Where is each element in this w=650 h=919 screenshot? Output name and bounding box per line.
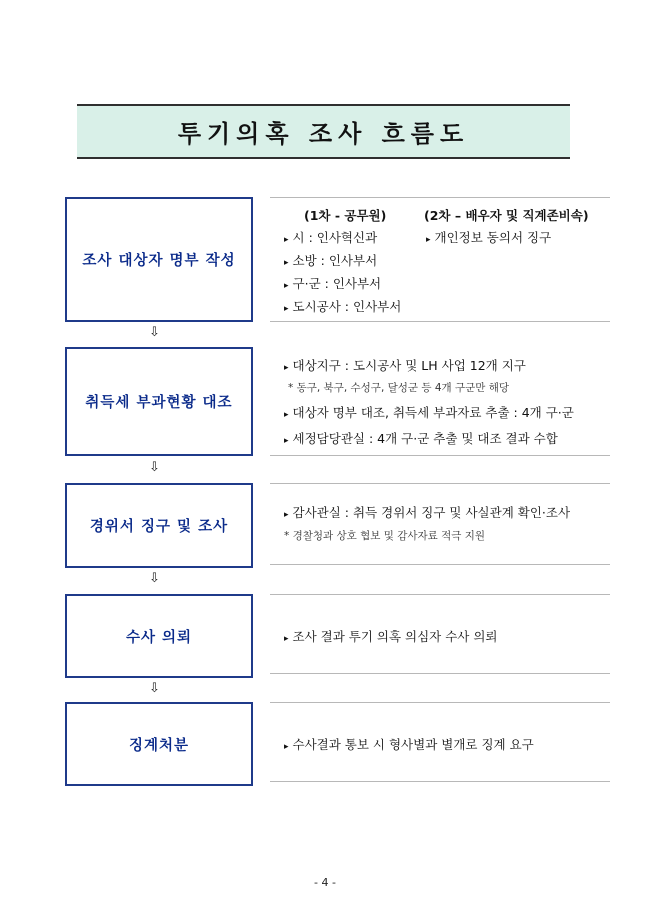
page-number: - 4 - [314, 876, 336, 889]
page-title: 투기의혹 조사 흐름도 [177, 120, 470, 148]
detail-line: ▸ 대상자 명부 대조, 취득세 부과자료 추출 : 4개 구·군 [284, 405, 574, 420]
detail-line: ▸ 개인정보 동의서 징구 [426, 230, 552, 245]
detail-line: ▸ 대상지구 : 도시공사 및 LH 사업 12개 지구 [284, 358, 526, 373]
step-box-2 [65, 347, 253, 456]
down-arrow-icon: ⇩ [149, 460, 160, 475]
detail-line: ▸ 세정담당관실 : 4개 구·군 추출 및 대조 결과 수합 [284, 431, 558, 446]
step-label-3: 경위서 징구 및 조사 [89, 519, 229, 535]
detail-line: ▸ 시 : 인사혁신과 [284, 230, 378, 245]
step-detail-2 [270, 347, 610, 456]
down-arrow-icon: ⇩ [149, 681, 160, 696]
step-box-5 [65, 702, 253, 786]
bullet-icon: ▸ [284, 304, 289, 314]
detail-line: ▸ 수사결과 통보 시 형사별과 별개로 징계 요구 [284, 737, 534, 752]
detail-note: * 동구, 북구, 수성구, 달성군 등 4개 구군만 해당 [288, 382, 510, 394]
bullet-icon: ▸ [284, 634, 289, 644]
detail-note: * 경찰청과 상호 협보 및 감사자료 적극 지원 [284, 530, 486, 542]
bullet-icon: ▸ [284, 281, 289, 291]
detail-line: ▸ 도시공사 : 인사부서 [284, 299, 402, 314]
bullet-icon: ▸ [284, 742, 289, 752]
header-second-round: (2차 – 배우자 및 직계존비속) [424, 208, 589, 223]
step-detail-5 [270, 702, 610, 782]
page-title-box [77, 104, 570, 159]
step-detail-1 [270, 197, 610, 322]
down-arrow-icon: ⇩ [149, 325, 160, 340]
step-box-3 [65, 483, 253, 568]
down-arrow-icon: ⇩ [149, 571, 160, 586]
bullet-icon: ▸ [284, 258, 289, 268]
step-label-2: 취득세 부과현황 대조 [85, 395, 233, 411]
bullet-icon: ▸ [284, 410, 289, 420]
bullet-icon: ▸ [426, 235, 431, 245]
step-box-4 [65, 594, 253, 678]
bullet-icon: ▸ [284, 235, 289, 245]
detail-line: ▸ 감사관실 : 취득 경위서 징구 및 사실관계 확인·조사 [284, 505, 571, 520]
bullet-icon: ▸ [284, 436, 289, 446]
bullet-icon: ▸ [284, 363, 289, 373]
header-first-round: (1차 - 공무원) [304, 208, 387, 223]
detail-line: ▸ 구·군 : 인사부서 [284, 276, 382, 291]
step-detail-3 [270, 483, 610, 565]
step-label-1: 조사 대상자 명부 작성 [82, 253, 236, 269]
detail-line: ▸ 소방 : 인사부서 [284, 253, 378, 268]
step-box-1 [65, 197, 253, 322]
bullet-icon: ▸ [284, 510, 289, 520]
step-label-5: 징계처분 [128, 737, 190, 754]
step-detail-4 [270, 594, 610, 674]
detail-line: ▸ 조사 결과 투기 의혹 의심자 수사 의뢰 [284, 629, 498, 644]
step-label-4: 수사 의뢰 [125, 629, 193, 646]
